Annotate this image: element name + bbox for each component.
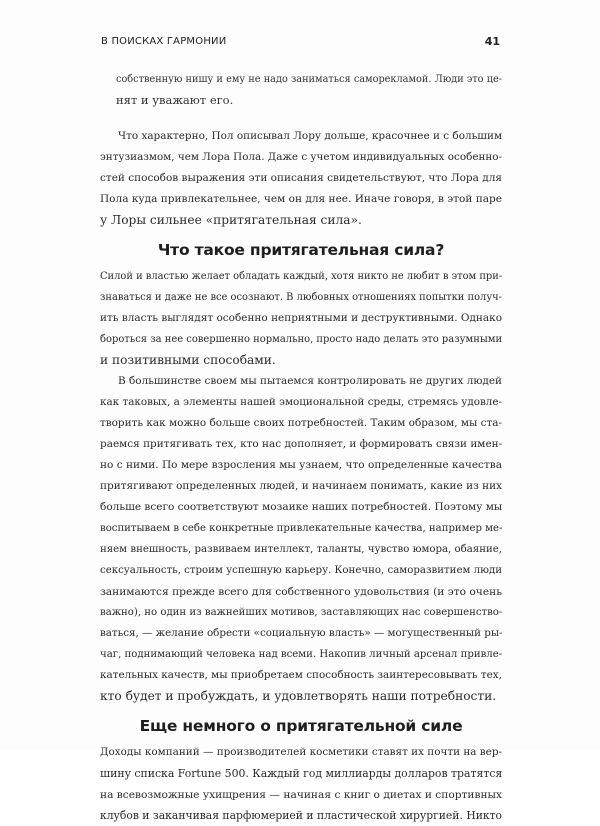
text-line: на всевозможные ухищрения — начиная с книг о диетах и спортивных: [100, 788, 502, 801]
paragraph-1: [100, 126, 502, 231]
text-line: бороться за нее совершенно нормально, просто надо делать это разумными: [100, 334, 503, 345]
text-line: раемся притягивать тех, кто нас дополняет, и формировать связи имен-: [100, 438, 503, 450]
text-line: занимаются прежде всего для собственного удовольствия (и это очень: [100, 585, 502, 598]
text-line: чаг, поднимающий человека над всеми. Накопив личный арсенал привле-: [100, 649, 503, 660]
text-line: шину списка Fortune 500. Каждый год миллиарды долларов тратятся: [100, 767, 503, 780]
text-line: Доходы компаний — производителей косметики ставят их почти на вер-: [100, 746, 502, 758]
section-heading-2: Еще немного о притягательной силе: [139, 717, 463, 735]
text-line: у Лоры сильнее «притягательная сила».: [100, 213, 362, 227]
text-line: ить власть выглядят особенно неприятными и деструктивными. Однако: [100, 312, 502, 324]
paragraph-4: [100, 742, 502, 826]
quote-line: собственную нишу и ему не надо заниматься саморекламой. Люди это це-: [116, 74, 502, 85]
text-line: как таковых, а элементы нашей эмоциональной среды, стремясь удовле-: [100, 396, 502, 408]
text-line: Пола куда привлекательнее, чем он для нее. Иначе говоря, в этой паре: [100, 193, 502, 205]
text-line: воспитываем в себе конкретные привлекательные качества, например ме-: [100, 523, 503, 534]
section-heading-1: Что такое притягательная сила?: [157, 241, 445, 259]
paragraph-2: [100, 266, 502, 371]
text-line: кательных качеств, мы приобретаем способность заинтересовывать тех,: [100, 669, 502, 681]
text-line: энтузиазмом, чем Лора Пола. Даже с учетом индивидуальных особенно-: [100, 151, 502, 163]
text-line: Силой и властью желает обладать каждый, хотя никто не любит в этом при-: [100, 271, 503, 282]
text-line: сексуальность, строим успешную карьеру. Конечно, саморазвитием люди: [100, 565, 503, 576]
page-body: [100, 70, 502, 826]
text-line: стей способов выражения эти описания свидетельствуют, что Лора для: [100, 172, 502, 184]
text-line: Что характерно, Пол описывал Лору дольше, красочнее и с большим: [118, 130, 503, 142]
page-number: 41: [484, 35, 500, 48]
text-line: знаваться и даже не все осознают. В любовных отношениях попытки получ-: [100, 292, 502, 303]
text-line: важно), но один из важнейших мотивов, заставляющих нас совершенство-: [100, 607, 503, 618]
text-line: няем внешность, развиваем интеллект, таланты, чувство юмора, обаяние,: [100, 544, 502, 555]
text-line: клубов и заканчивая парфюмерией и пластической хирургией. Никто: [100, 809, 502, 822]
running-head: В ПОИСКАХ ГАРМОНИИ: [101, 36, 227, 47]
paragraph-3: [100, 371, 502, 707]
quote-paragraph: [100, 70, 502, 110]
text-line: кто будет и пробуждать, и удовлетворять наши потребности.: [100, 689, 497, 703]
text-line: больше всего соответствуют мозаике наших потребностей. Поэтому мы: [100, 501, 503, 513]
text-line: и позитивными способами.: [100, 353, 276, 367]
text-line: ваться, — желание обрести «социальную власть» — могущественный ры-: [100, 627, 503, 639]
text-line: притягивают определенных людей, и начинаем понимать, какие из них: [100, 480, 503, 492]
text-line: но с ними. По мере взросления мы узнаем, что определенные качества: [100, 459, 502, 471]
text-line: В большинстве своем мы пытаемся контролировать не других людей: [118, 375, 502, 387]
text-line: творить как можно больше своих потребностей. Таким образом, мы ста-: [100, 417, 502, 429]
quote-line: нят и уважают его.: [116, 93, 234, 107]
